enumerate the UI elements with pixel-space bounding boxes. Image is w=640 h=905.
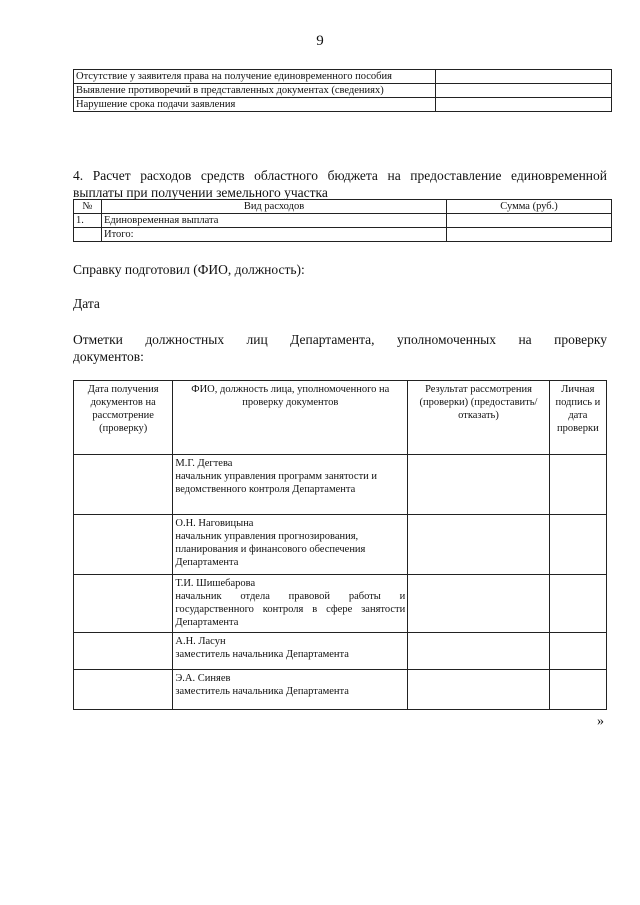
stamps-intro-line2: документов:: [73, 349, 144, 364]
signature-cell: [549, 515, 606, 575]
stamps-intro: [73, 331, 607, 365]
section-4-title-line1: 4. Расчет расходов средств областного бюджета на предоставление единовременной: [73, 168, 607, 183]
expense-kind: Единовременная выплата: [102, 214, 447, 228]
official-name: А.Н. Ласун: [175, 636, 226, 647]
signature-cell: [549, 670, 606, 710]
official-position: начальник отдела правовой работы и государственного контроля в сфере занятости Департамента: [175, 591, 406, 628]
table-row: [74, 515, 607, 575]
closing-quote: »: [597, 714, 604, 729]
date-cell: [74, 515, 173, 575]
header-number: №: [74, 200, 102, 214]
reason-cell: Выявление противоречий в представленных документах (сведениях): [74, 84, 436, 98]
table-header-row: [74, 381, 607, 455]
table-row: [74, 228, 612, 242]
table-header-row: [74, 200, 612, 214]
header-official: ФИО, должность лица, уполномоченного на проверку документов: [173, 381, 408, 455]
expense-sum: [447, 214, 612, 228]
date-label: Дата: [73, 296, 100, 311]
prepared-by-label: Справку подготовил (ФИО, должность):: [73, 262, 305, 277]
table-row: [74, 214, 612, 228]
header-result: Результат рассмотрения (проверки) (предоставить/отказать): [408, 381, 550, 455]
refusal-reasons-table: [73, 69, 612, 112]
official-position: заместитель начальника Департамента: [175, 649, 349, 660]
stamps-intro-line1: Отметки должностных лиц Департамента, уполномоченных на проверку: [73, 332, 607, 347]
official-position: начальник управления программ занятости и ведомственного контроля Департамента: [175, 471, 378, 495]
date-cell: [74, 633, 173, 670]
date-cell: [74, 455, 173, 515]
result-cell: [408, 575, 550, 633]
header-date-received: Дата получения документов на рассмотрение (проверку): [74, 381, 173, 455]
official-position: заместитель начальника Департамента: [175, 686, 349, 697]
official-name: Э.А. Синяев: [175, 673, 231, 684]
signature-cell: [549, 633, 606, 670]
row-number: [74, 228, 102, 242]
official-cell: [173, 575, 408, 633]
table-row: [74, 70, 612, 84]
header-expense-kind: Вид расходов: [102, 200, 447, 214]
reason-cell: Нарушение срока подачи заявления: [74, 98, 436, 112]
empty-cell: [436, 84, 612, 98]
date-cell: [74, 575, 173, 633]
table-row: [74, 670, 607, 710]
official-name: О.Н. Наговицына: [175, 518, 254, 529]
official-cell: [173, 633, 408, 670]
table-row: [74, 455, 607, 515]
table-row: [74, 98, 612, 112]
result-cell: [408, 455, 550, 515]
result-cell: [408, 670, 550, 710]
date-cell: [74, 670, 173, 710]
header-signature: Личная подпись и дата проверки: [549, 381, 606, 455]
official-name: Т.И. Шишебарова: [175, 578, 256, 589]
section-4-heading: [73, 167, 607, 201]
signature-cell: [549, 455, 606, 515]
table-row: [74, 84, 612, 98]
header-sum: Сумма (руб.): [447, 200, 612, 214]
official-cell: [173, 455, 408, 515]
total-sum: [447, 228, 612, 242]
empty-cell: [436, 70, 612, 84]
officials-table: [73, 380, 607, 710]
total-label: Итого:: [102, 228, 447, 242]
section-4-title-line2: выплаты при получении земельного участка: [73, 185, 328, 200]
official-cell: [173, 515, 408, 575]
empty-cell: [436, 98, 612, 112]
official-cell: [173, 670, 408, 710]
reason-cell: Отсутствие у заявителя права на получение единовременного пособия: [74, 70, 436, 84]
table-row: [74, 633, 607, 670]
signature-cell: [549, 575, 606, 633]
row-number: 1.: [74, 214, 102, 228]
result-cell: [408, 633, 550, 670]
page-number: 9: [316, 33, 324, 49]
official-name: М.Г. Дегтева: [175, 458, 233, 469]
official-position: начальник управления прогнозирования, планирования и финансового обеспечения Департамента: [175, 531, 366, 568]
table-row: [74, 575, 607, 633]
result-cell: [408, 515, 550, 575]
expenses-table: [73, 199, 612, 242]
